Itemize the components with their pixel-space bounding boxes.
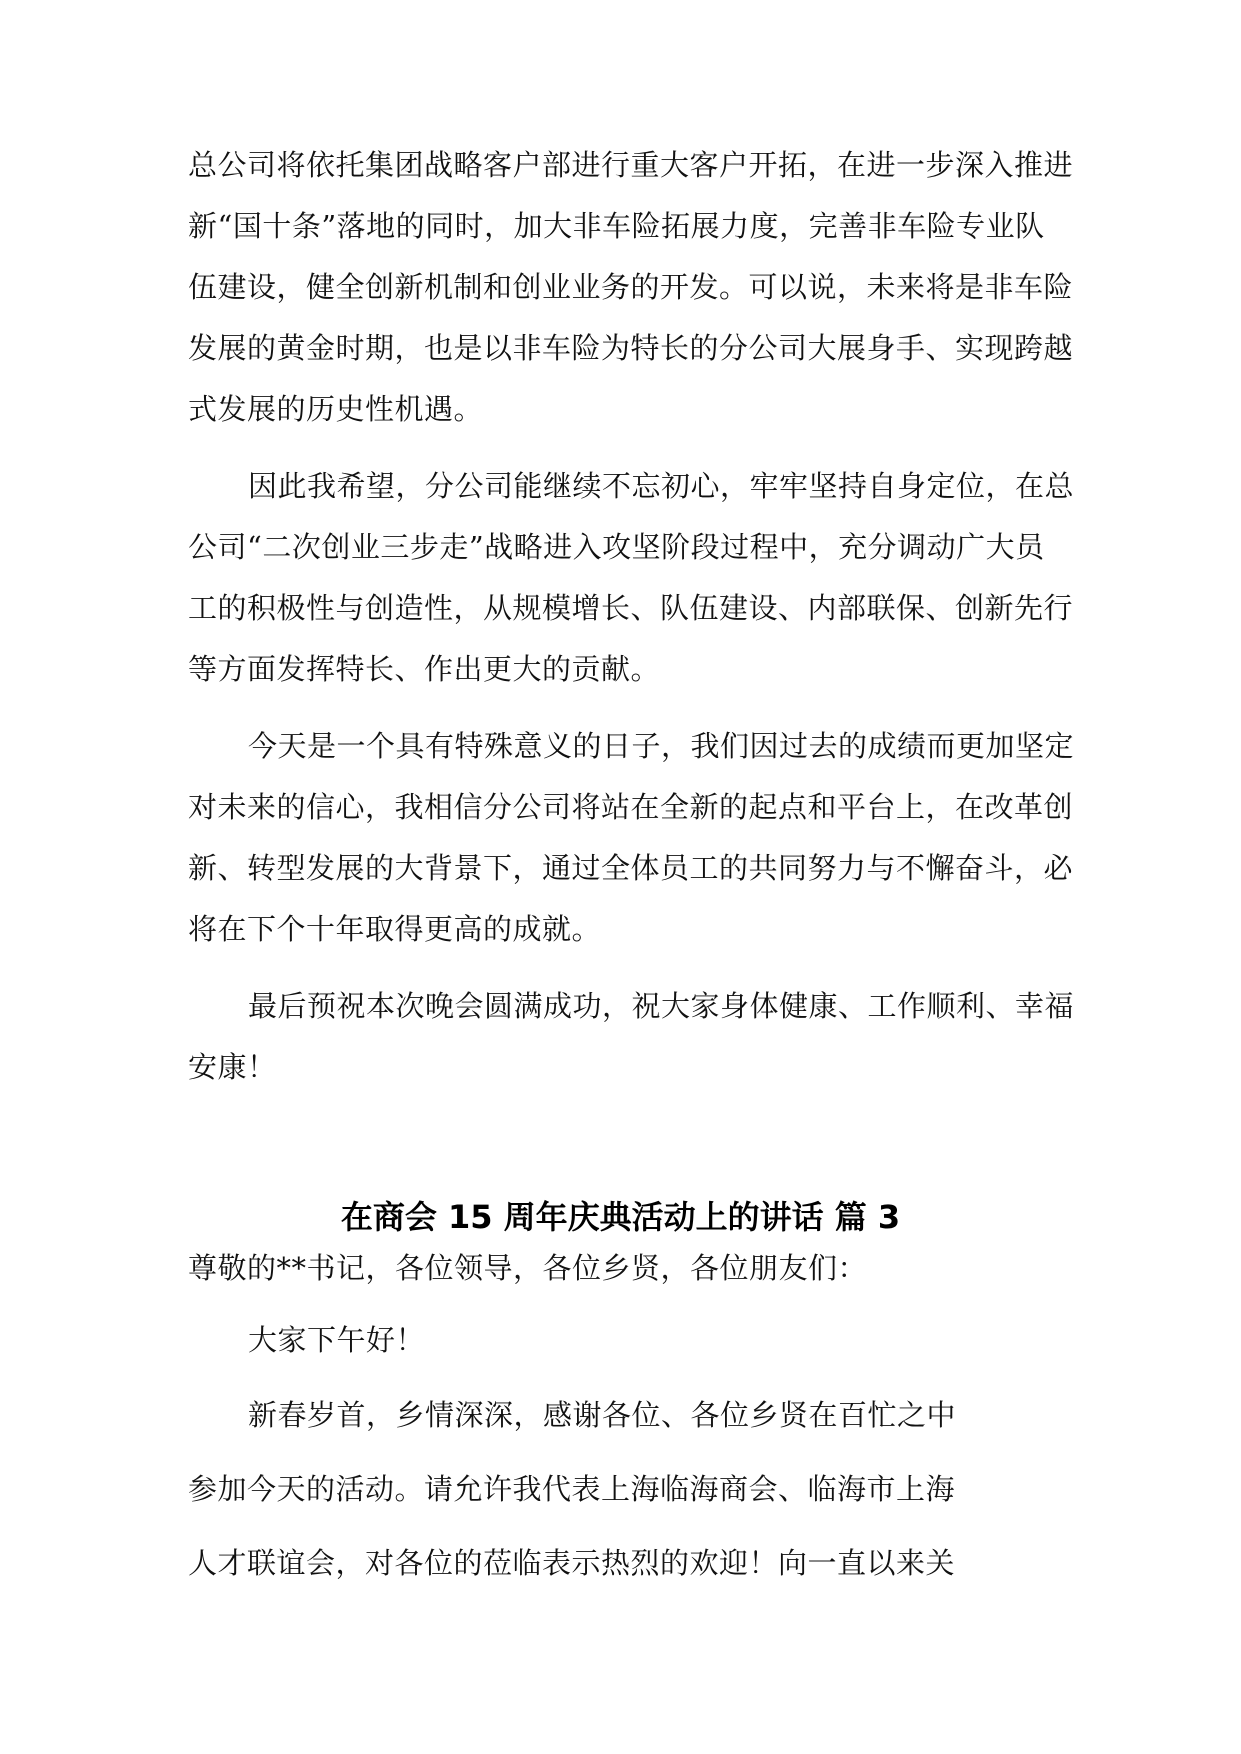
paragraph-start-line: 今天是一个具有特殊意义的日子，我们因过去的成绩而更加坚定 bbox=[248, 729, 1075, 763]
text-line: 发展的黄金时期，也是以非车险为特长的分公司大展身手、实现跨越 bbox=[188, 331, 1074, 365]
text-line: 安康！ bbox=[188, 1050, 277, 1084]
section-heading: 在商会 15 周年庆典活动上的讲话 篇 3 bbox=[340, 1198, 901, 1236]
text-line: 对未来的信心，我相信分公司将站在全新的起点和平台上，在改革创 bbox=[188, 790, 1074, 824]
text-line: 工的积极性与创造性，从规模增长、队伍建设、内部联保、创新先行 bbox=[188, 591, 1074, 625]
text-line: 伍建设，健全创新机制和创业业务的开发。可以说，未来将是非车险 bbox=[188, 270, 1074, 304]
text-line: 将在下个十年取得更高的成就。 bbox=[188, 912, 602, 946]
text-line: 新、转型发展的大背景下，通过全体员工的共同努力与不懈奋斗，必 bbox=[188, 851, 1074, 885]
text-line: 公司“二次创业三步走”战略进入攻坚阶段过程中，充分调动广大员 bbox=[188, 530, 1045, 564]
text-line: 人才联谊会，对各位的莅临表示热烈的欢迎！向一直以来关 bbox=[188, 1546, 956, 1580]
greeting-line: 大家下午好！ bbox=[248, 1323, 426, 1357]
text-line: 新“国十条”落地的同时，加大非车险拓展力度，完善非车险专业队 bbox=[188, 209, 1045, 243]
paragraph-start-line: 新春岁首，乡情深深，感谢各位、各位乡贤在百忙之中 bbox=[248, 1398, 957, 1432]
text-line: 等方面发挥特长、作出更大的贡献。 bbox=[188, 652, 661, 686]
salutation-line: 尊敬的**书记，各位领导，各位乡贤，各位朋友们： bbox=[188, 1251, 868, 1285]
paragraph-start-line: 最后预祝本次晚会圆满成功，祝大家身体健康、工作顺利、幸福 bbox=[248, 989, 1075, 1023]
text-line: 式发展的历史性机遇。 bbox=[188, 392, 484, 426]
text-line: 总公司将依托集团战略客户部进行重大客户开拓，在进一步深入推进 bbox=[188, 148, 1074, 182]
text-line: 参加今天的活动。请允许我代表上海临海商会、临海市上海 bbox=[188, 1472, 956, 1506]
paragraph-start-line: 因此我希望，分公司能继续不忘初心，牢牢坚持自身定位，在总 bbox=[248, 469, 1075, 503]
